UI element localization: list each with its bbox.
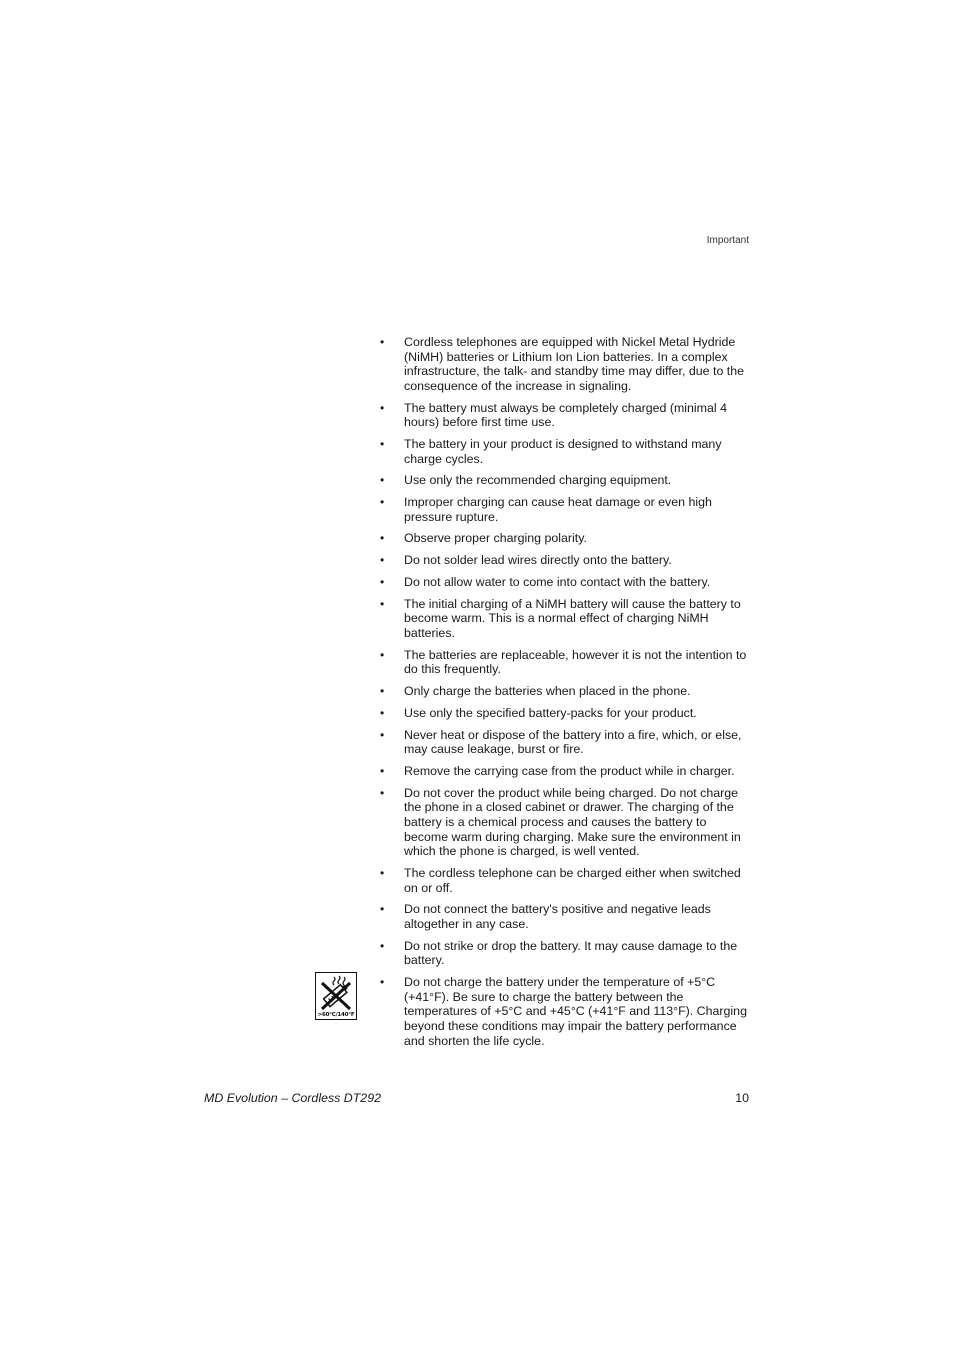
bullet-item [378, 575, 750, 590]
no-heat-battery-icon [315, 972, 357, 1020]
bullet-dot-icon: • [380, 596, 385, 611]
battery-safety-list [378, 335, 750, 1055]
bullet-item [378, 401, 750, 430]
bullet-dot-icon: • [380, 400, 385, 415]
bullet-dot-icon: • [380, 764, 385, 779]
section-header-label: Important [706, 235, 749, 246]
bullet-item [378, 473, 750, 488]
bullet-item [378, 437, 750, 466]
bullet-text: The battery in your product is designed to withstand many charge cycles. [404, 436, 722, 466]
bullet-text: Do not charge the battery under the temperature of +5°C (+41°F). Be sure to charge the battery between the temperatures of +5°C and +45°C (+41°F and 113°F). Charging beyond these conditions may impair the battery performance and shorten the life cycle. [404, 975, 747, 1048]
bullet-text: Remove the carrying case from the product while in charger. [404, 764, 735, 779]
bullet-text: Cordless telephones are equipped with Nickel Metal Hydride (NiMH) batteries or Lithium Ion Lion batteries. In a complex infrastructure, the talk- and standby time may differ, due to the consequence of the increase in signaling. [404, 335, 745, 393]
bullet-dot-icon: • [380, 473, 385, 488]
bullet-text: Only charge the batteries when placed in the phone. [404, 684, 691, 699]
bullet-item [378, 553, 750, 568]
bullet-text: The cordless telephone can be charged either when switched on or off. [404, 866, 741, 895]
bullet-dot-icon: • [380, 902, 385, 917]
bullet-item [378, 728, 750, 757]
bullet-dot-icon: • [380, 553, 385, 568]
bullet-dot-icon: • [380, 684, 385, 699]
bullet-item [378, 866, 750, 895]
bullet-dot-icon: • [380, 495, 385, 510]
temperature-limit-label: >60°C/140°F [317, 1012, 355, 1018]
bullet-text: Do not connect the battery's positive and negative leads altogether in any case. [404, 902, 711, 931]
bullet-dot-icon: • [380, 531, 385, 546]
bullet-item [378, 975, 750, 1048]
footer-page-number: 10 [735, 1091, 749, 1105]
bullet-dot-icon: • [380, 575, 385, 590]
bullet-dot-icon: • [380, 866, 385, 881]
bullet-text: The battery must always be completely charged (minimal 4 hours) before first time use. [404, 400, 727, 430]
bullet-item [378, 706, 750, 721]
bullet-text: Never heat or dispose of the battery into a fire, which, or else, may cause leakage, burst or fire. [404, 727, 742, 757]
bullet-item [378, 764, 750, 779]
bullet-item [378, 597, 750, 641]
bullet-text: Do not strike or drop the battery. It may cause damage to the battery. [404, 938, 738, 968]
bullet-text: Improper charging can cause heat damage or even high pressure rupture. [404, 495, 712, 524]
bullet-text: Use only the specified battery-packs for your product. [404, 705, 697, 720]
battery-flame-cross-icon [316, 973, 356, 1011]
bullet-item [378, 495, 750, 524]
bullet-text: Use only the recommended charging equipment. [404, 473, 672, 488]
bullet-text: Observe proper charging polarity. [404, 531, 587, 546]
bullet-item [378, 786, 750, 859]
bullet-item [378, 648, 750, 677]
bullet-dot-icon: • [380, 785, 385, 800]
bullet-dot-icon: • [380, 436, 385, 451]
bullet-dot-icon: • [380, 975, 385, 990]
bullet-dot-icon: • [380, 938, 385, 953]
bullet-item [378, 902, 750, 931]
bullet-item [378, 531, 750, 546]
bullet-dot-icon: • [380, 647, 385, 662]
bullet-item [378, 684, 750, 699]
bullet-text: Do not solder lead wires directly onto the battery. [404, 553, 672, 568]
bullet-dot-icon: • [380, 727, 385, 742]
bullet-text: The initial charging of a NiMH battery will cause the battery to become warm. This is a normal effect of charging NiMH batteries. [404, 596, 741, 640]
bullet-item [378, 939, 750, 968]
bullet-item [378, 335, 750, 393]
bullet-dot-icon: • [380, 335, 385, 349]
bullet-dot-icon: • [380, 705, 385, 720]
bullet-text: Do not allow water to come into contact with the battery. [404, 575, 711, 590]
bullet-text: The batteries are replaceable, however it is not the intention to do this frequently. [404, 647, 747, 677]
bullet-text: Do not cover the product while being charged. Do not charge the phone in a closed cabinet or drawer. The charging of the battery is a chemical process and causes the battery to become warm during charging. Make sure the environment in which the phone is charged, is well vented. [404, 785, 741, 859]
footer-document-title: MD Evolution – Cordless DT292 [204, 1091, 381, 1105]
